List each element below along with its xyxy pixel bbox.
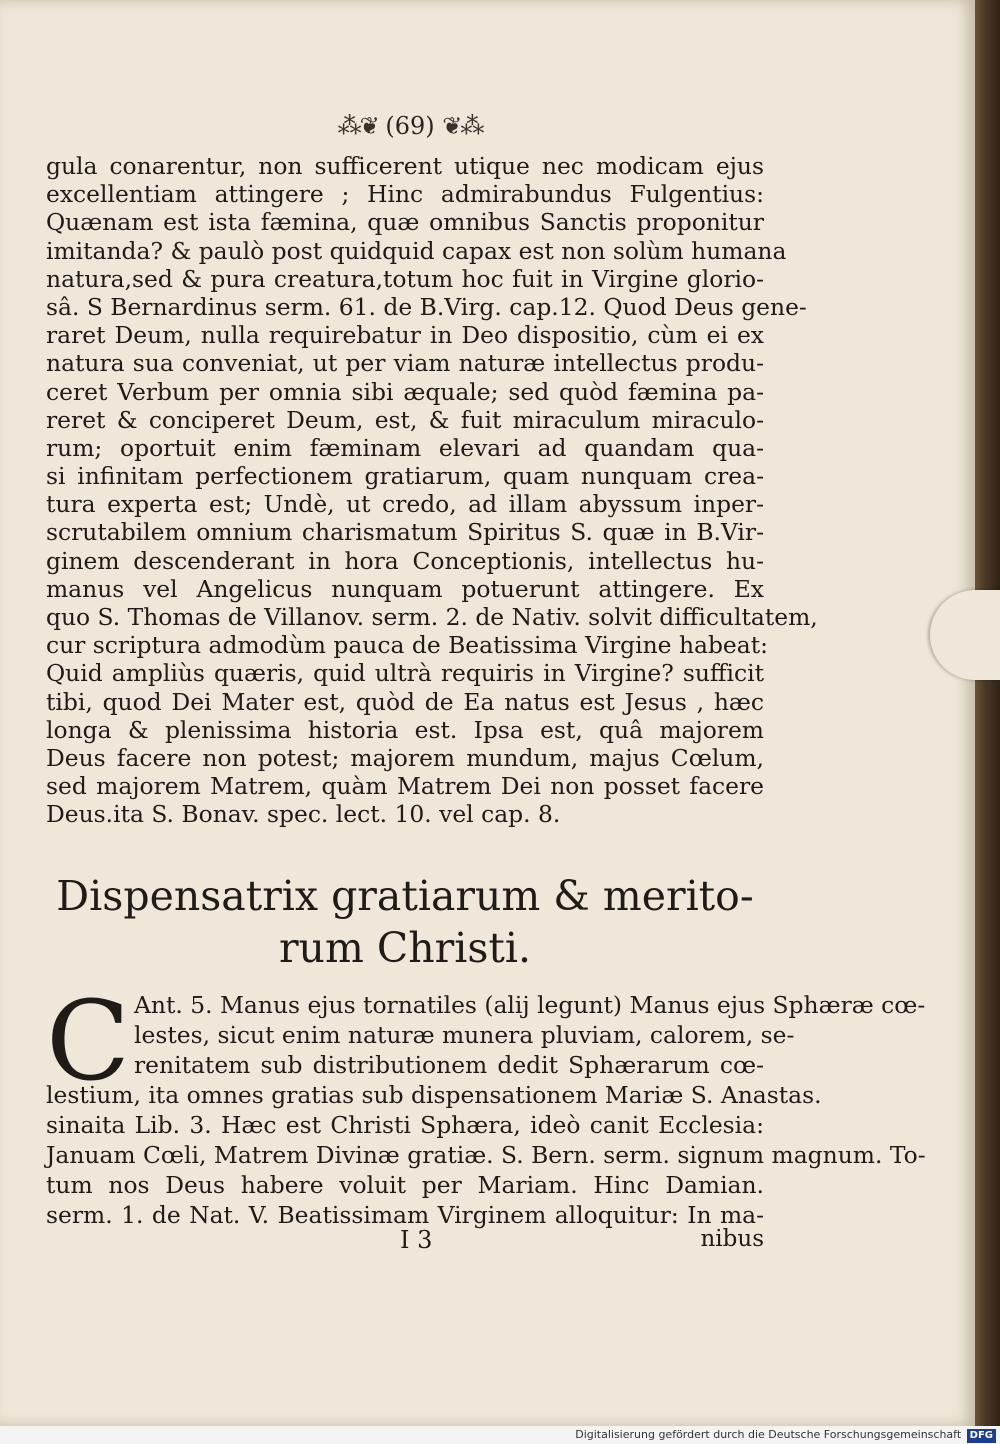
text-line: lestium, ita omnes gratias sub dispensationem Mariæ S. Anastas.	[46, 1081, 822, 1109]
text-line: sed majorem Matrem, quàm Matrem Dei non posset facere	[46, 772, 764, 801]
text-line: si infinitam perfectionem gratiarum, quam nunquam crea-	[46, 462, 764, 491]
catchword: nibus	[700, 1226, 764, 1252]
text-line: ceret Verbum per omnia sibi æquale; sed quòd fæmina pa-	[46, 377, 764, 406]
text-line: rum; oportuit enim fæminam elevari ad quandam qua-	[46, 433, 764, 462]
dfg-logo: DFG	[967, 1429, 996, 1443]
text-line: Deus facere non potest; majorem mundum, majus Cœlum,	[46, 743, 764, 772]
footer-credit: Digitalisierung gefördert durch die Deutsche Forschungsgemeinschaft	[575, 1428, 962, 1441]
book-spine	[975, 0, 1000, 1426]
heading-line: rum Christi.	[278, 924, 532, 972]
text-line: reret & conciperet Deum, est, & fuit miraculum miraculo-	[46, 405, 764, 434]
text-line: sinaita Lib. 3. Hæc est Christi Sphæra, ideò canit Ecclesia:	[46, 1111, 764, 1139]
text-line: sâ. S Bernardinus serm. 61. de B.Virg. cap.12. Quod Deus gene-	[46, 292, 807, 321]
text-line: imitanda? & paulò post quidquid capax est non solùm humana	[46, 236, 787, 265]
text-line: raret Deum, nulla requirebatur in Deo dispositio, cùm ei ex	[46, 321, 764, 350]
section-heading	[46, 870, 764, 974]
signature-mark: I 3	[400, 1226, 433, 1254]
footer-bar	[0, 1426, 1000, 1444]
text-line: Deus.ita S. Bonav. spec. lect. 10. vel cap. 8.	[46, 800, 561, 829]
text-line: Ant. 5. Manus ejus tornatiles (alij legunt) Manus ejus Sphæræ cœ-	[134, 991, 926, 1019]
text-line: gula conarentur, non sufficerent utique nec modicam ejus	[46, 152, 764, 180]
text-line: scrutabilem omnium charismatum Spiritus S. quæ in B.Vir-	[46, 518, 764, 547]
ornament-right: ❦⁂	[442, 112, 483, 140]
text-line: Quænam est ista fæmina, quæ omnibus Sanctis proponitur	[46, 208, 764, 237]
text-line: serm. 1. de Nat. V. Beatissimam Virginem alloquitur: In ma-	[46, 1201, 764, 1229]
text-line: tibi, quod Dei Mater est, quòd de Ea natus est Jesus , hæc	[46, 687, 764, 716]
text-line: quo S. Thomas de Villanov. serm. 2. de Nativ. solvit difficultatem,	[46, 603, 818, 631]
text-line: longa & plenissima historia est. Ipsa est, quâ majorem	[46, 715, 764, 744]
text-line: ginem descenderant in hora Conceptionis, intellectus hu-	[46, 546, 764, 575]
text-line: tum nos Deus habere voluit per Mariam. Hinc Damian.	[46, 1171, 764, 1199]
text-line: manus vel Angelicus nunquam potuerunt attingere. Ex	[46, 574, 764, 603]
text-line: natura,sed & pura creatura,totum hoc fuit in Virgine glorio-	[46, 264, 764, 293]
ornament-left: ⁂❦	[337, 112, 378, 140]
text-line: lestes, sicut enim naturæ munera pluviam, calorem, se-	[134, 1021, 795, 1049]
main-text-block	[46, 152, 818, 829]
page-header	[300, 112, 520, 140]
text-line: Januam Cœli, Matrem Divinæ gratiæ. S. Bern. serm. signum magnum. To-	[46, 1141, 926, 1169]
page-number: (69)	[385, 112, 435, 140]
text-line: Quid ampliùs quæris, quid ultrà requiris in Virgine? sufficit	[46, 659, 764, 688]
text-line: tura experta est; Undè, ut credo, ad illam abyssum inper-	[46, 490, 764, 519]
heading-line: Dispensatrix gratiarum & merito-	[56, 872, 754, 920]
text-line: renitatem sub distributionem dedit Sphærarum cœ-	[134, 1051, 764, 1079]
text-line: natura sua conveniat, ut per viam naturæ intellectus produ-	[46, 349, 764, 378]
text-line: excellentiam attingere ; Hinc admirabundus Fulgentius:	[46, 180, 764, 209]
drop-cap: C	[46, 977, 131, 1105]
text-line: cur scriptura admodùm pauca de Beatissima Virgine habeat:	[46, 631, 768, 660]
